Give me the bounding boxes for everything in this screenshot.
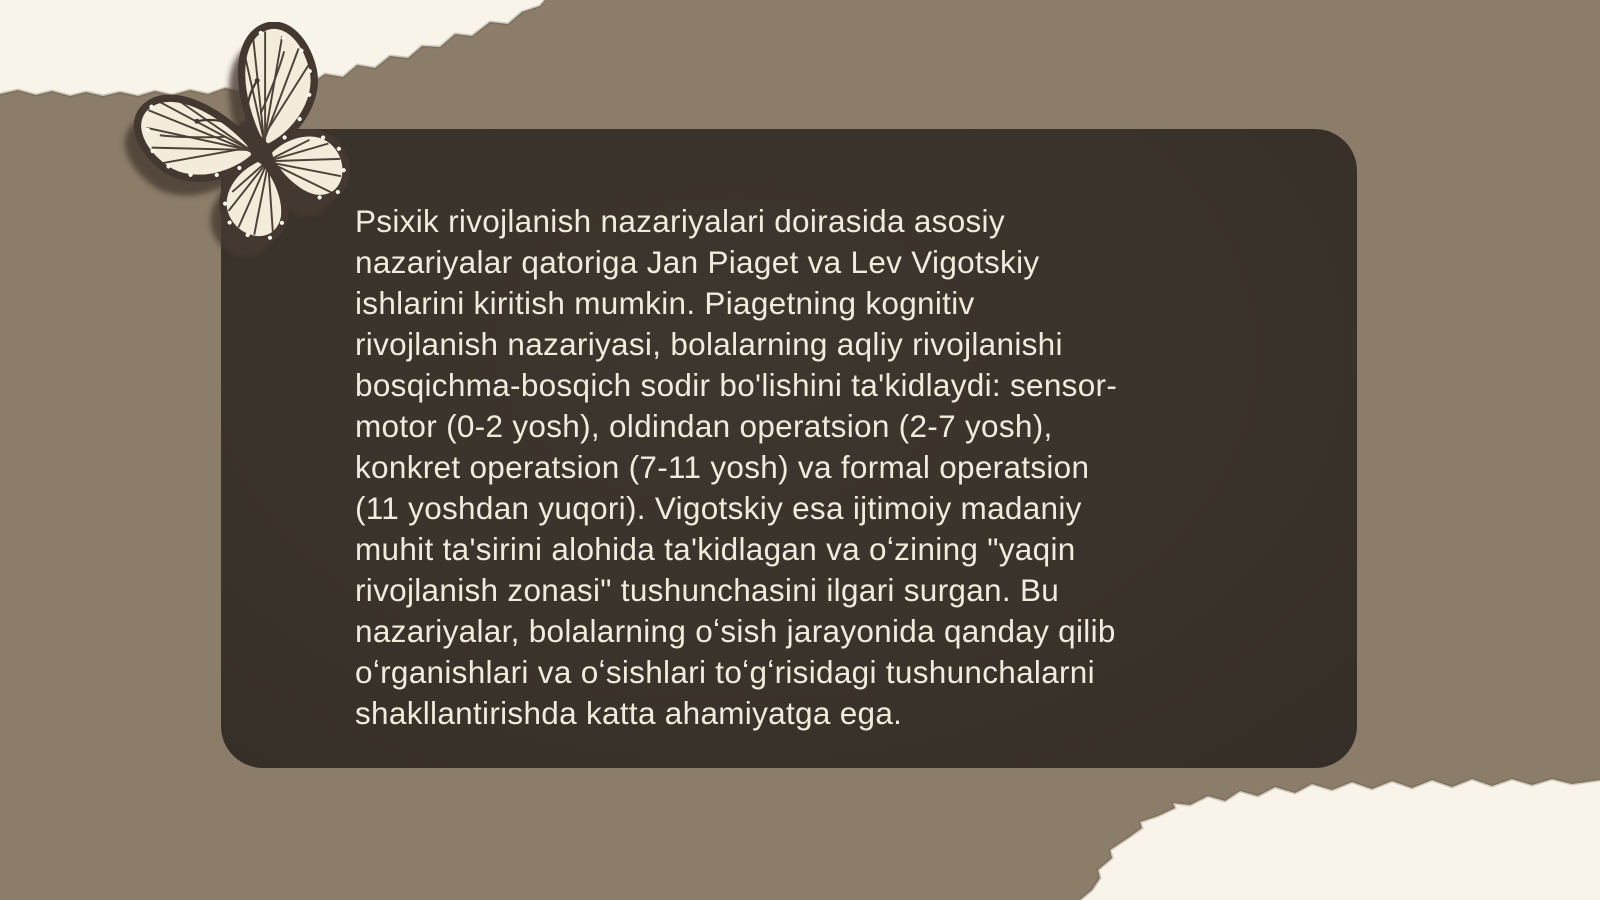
card-text-line: motor (0-2 yosh), oldindan operatsion (2-7 yosh), <box>355 408 1053 444</box>
card-text-line: nazariyalar, bolalarning oʻsish jarayonida qanday qilib <box>355 613 1116 649</box>
card-text-line: muhit ta'sirini alohida ta'kidlagan va oʻzining "yaqin <box>355 531 1076 567</box>
card-text-line: rivojlanish zonasi" tushunchasini ilgari surgan. Bu <box>355 572 1060 608</box>
card-text-line: nazariyalar qatoriga Jan Piaget va Lev Vigotskiy <box>355 244 1040 280</box>
card-text-line: rivojlanish nazariyasi, bolalarning aqliy rivojlanishi <box>355 326 1063 362</box>
torn-paper-bottom-right <box>1080 778 1600 900</box>
card-text-line: Psixik rivojlanish nazariyalari doirasida asosiy <box>355 203 1005 239</box>
card-text-line: oʻrganishlari va oʻsishlari toʻgʻrisidagi tushunchalarni <box>355 654 1095 690</box>
card-text-line: (11 yoshdan yuqori). Vigotskiy esa ijtimoiy madaniy <box>355 490 1082 526</box>
card-text-line: konkret operatsion (7-11 yosh) va formal operatsion <box>355 449 1090 485</box>
card-text-line: shakllantirishda katta ahamiyatga ega. <box>355 695 903 731</box>
card-text-line: bosqichma-bosqich sodir bo'lishini ta'kidlaydi: sensor- <box>355 367 1118 403</box>
card-text-line: ishlarini kiritish mumkin. Piagetning kognitiv <box>355 285 975 321</box>
butterfly-icon <box>112 22 412 272</box>
torn-paper-shape <box>1080 779 1600 900</box>
